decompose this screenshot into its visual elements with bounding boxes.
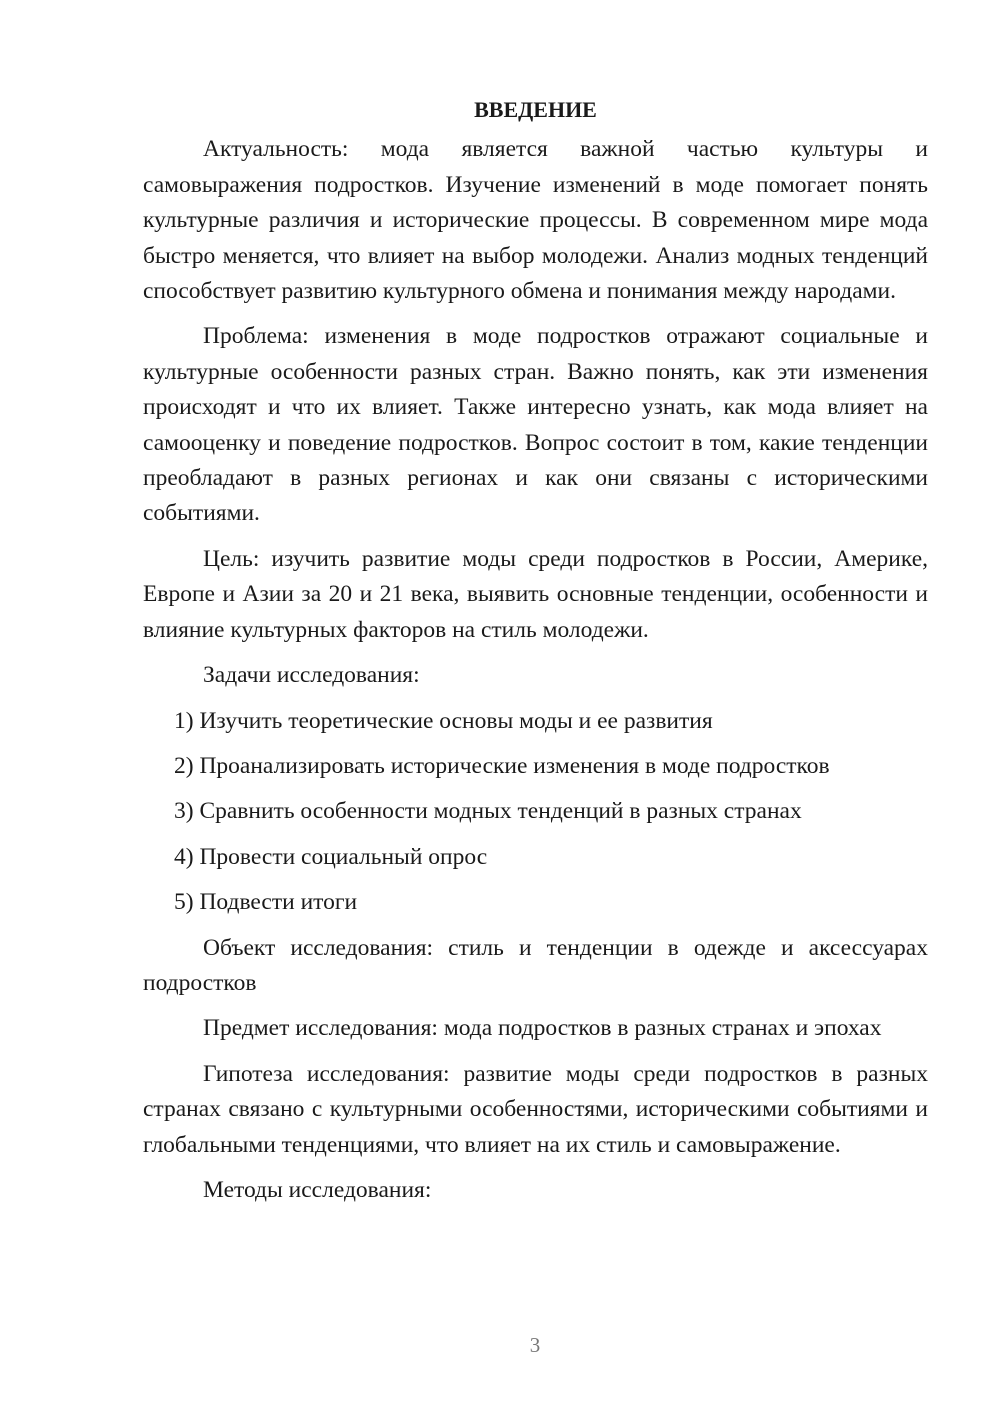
goal-paragraph: Цель: изучить развитие моды среди подростков в России, Америке, Европе и Азии за 20 и 21 века, выявить основные тенденции, особенности и влияние культурных факторов на стиль молодежи. bbox=[143, 545, 928, 643]
hypothesis-paragraph: Гипотеза исследования: развитие моды среди подростков в разных странах связано с культурными особенностями, историческими событиями и глобальными тенденциями, что влияет на их стиль и самовыражение. bbox=[143, 1060, 928, 1158]
document-body bbox=[143, 92, 928, 1218]
list-item: 2) Проанализировать исторические изменения в моде подростков bbox=[174, 752, 830, 779]
list-item: 5) Подвести итоги bbox=[174, 889, 358, 916]
section-heading: ВВЕДЕНИЕ bbox=[474, 97, 597, 122]
relevance-paragraph: Актуальность: мода является важной частью культуры и самовыражения подростков. Изучение изменений в моде помогает понять культурные различия и исторические процессы. В современном мире мода быстро меняется, что влияет на выбор молодежи. Анализ модных тенденций способствует развитию культурного обмена и понимания между народами. bbox=[143, 136, 928, 305]
problem-paragraph: Проблема: изменения в моде подростков отражают социальные и культурные особенности разных стран. Важно понять, как эти изменения происходят и что их влияет. Также интересно узнать, как мода влияет на самооценку и поведение подростков. Вопрос состоит в том, какие тенденции преобладают в разных регионах и как они связаны с историческими событиями. bbox=[143, 323, 928, 527]
tasks-list bbox=[143, 704, 928, 921]
list-item: 4) Провести социальный опрос bbox=[174, 843, 488, 870]
tasks-title: Задачи исследования: bbox=[203, 662, 420, 689]
methods-title: Методы исследования: bbox=[203, 1176, 432, 1203]
subject-paragraph: Предмет исследования: мода подростков в разных странах и эпохах bbox=[203, 1015, 882, 1042]
list-item: 3) Сравнить особенности модных тенденций в разных странах bbox=[174, 798, 802, 825]
list-item: 1) Изучить теоретические основы моды и ее развития bbox=[174, 707, 713, 734]
object-paragraph: Объект исследования: стиль и тенденции в одежде и аксессуарах подростков bbox=[143, 934, 928, 996]
page-number: 3 bbox=[529, 1333, 541, 1357]
